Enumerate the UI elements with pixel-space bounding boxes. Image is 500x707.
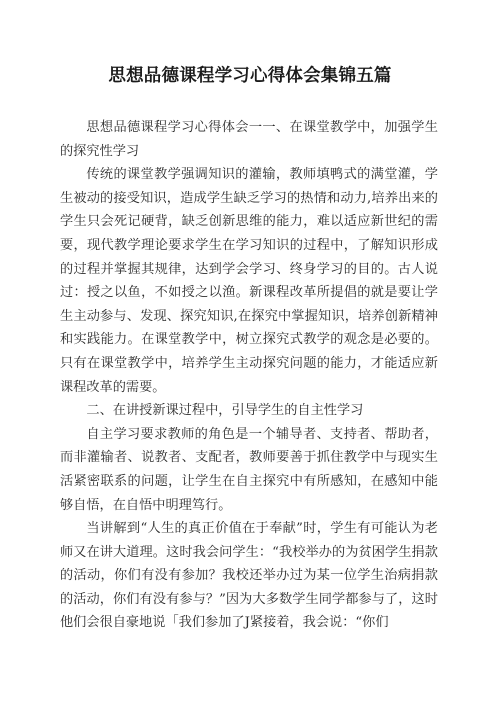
paragraph: 自主学习要求教师的角色是一个辅导者、支持者、帮助者，而非灌输者、说教者、支配者，教师要善于抓住教学中与现实生活紧密联系的问题，让学生在自主探究中有所感知，在感知中能够自悟，在自悟中明理笃行。 [60,426,438,513]
document-title: 思想品德课程学习心得体会集锦五篇 [108,66,392,86]
document-body [60,116,438,635]
paragraph-heading-two: 二、在讲授新课过程中，引导学生的自主性学习 [86,403,364,419]
paragraph: 当讲解到“人生的真正价值在于奉献”时，学生有可能认为老师又在讲大道理。这时我会问学生：“我校举办的为贫困学生捐款的活动，你们有没有参加？我校还举办过为某一位学生治病捐款的活动，你们有没有参与？”因为大多数学生同学都参与了，这时他们会很自豪地说「我们参加了J紧接着，我会说：“你们 [60,521,438,631]
paragraph-heading-one: 思想品德课程学习心得体会一一、在课堂教学中，加强学生的探究性学习 [60,120,438,159]
paragraph: 传统的课堂教学强调知识的灌输，教师填鸭式的满堂灌，学生被动的接受知识，造成学生缺乏学习的热情和动力,培养出来的学生只会死记硬背，缺乏创新思维的能力，难以适应新世纪的需要，现代教学理论要求学生在学习知识的过程中，了解知识形成的过程并掌握其规律，达到学会学习、终身学习的目的。古人说过：授之以鱼，不如授之以渔。新课程改革所提倡的就是要让学生主动参与、发现、探究知识,在探究中掌握知识，培养创新精神和实践能力。在课堂教学中，树立探究式教学的观念是必要的。只有在课堂教学中，培养学生主动探究问题的能力，才能适应新课程改革的需要。 [60,167,438,395]
